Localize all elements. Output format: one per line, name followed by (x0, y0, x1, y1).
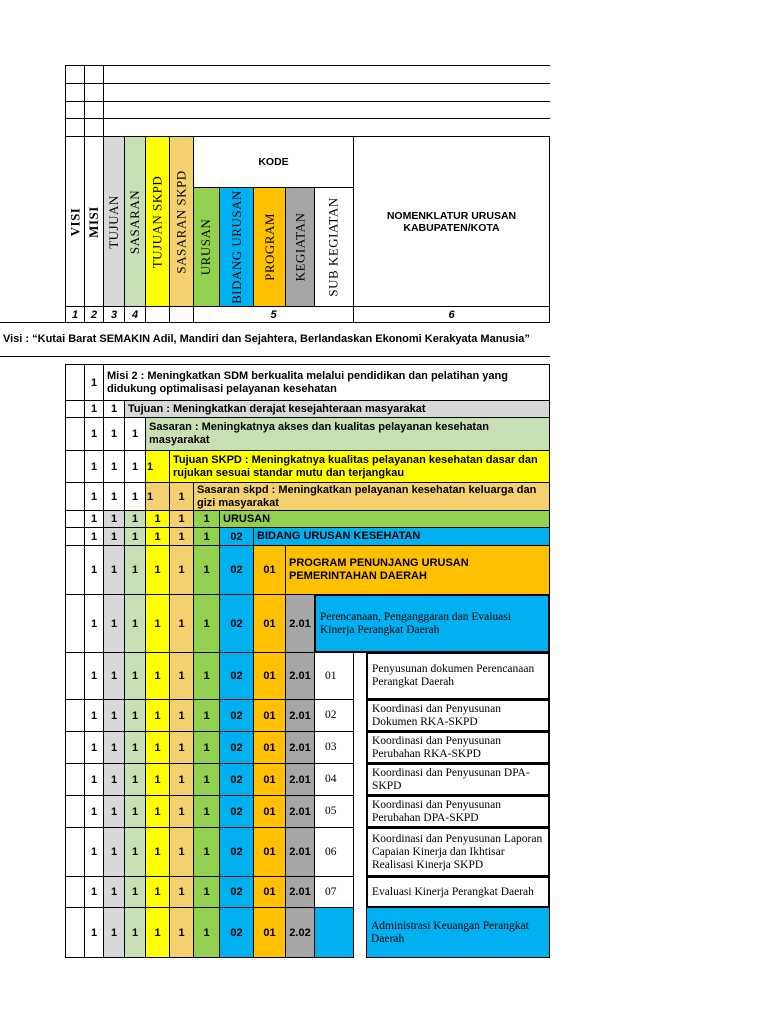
code-cell: 1 (103, 652, 125, 700)
code-cell: 1 (103, 699, 125, 732)
code-cell: 02 (219, 594, 254, 653)
index-number: 1 (65, 306, 85, 323)
code-cell: 1 (193, 527, 220, 546)
kegiatan-code: 2.01 (285, 795, 315, 828)
code-cell: 1 (124, 827, 146, 877)
code-cell: 1 (145, 545, 170, 595)
empty-cell (84, 65, 104, 84)
code-cell: 1 (169, 510, 194, 528)
index-number: 6 (353, 306, 550, 323)
kegiatan-code: 2.02 (285, 907, 315, 958)
code-cell: 1 (84, 510, 104, 528)
code-cell: 1 (103, 763, 125, 796)
code-cell: 1 (145, 527, 170, 546)
code-cell: 1 (169, 699, 194, 732)
kegiatan-code: 2.01 (285, 594, 315, 653)
header-sasaran (124, 136, 146, 307)
empty-cell (84, 118, 104, 137)
code-cell: 1 (84, 731, 104, 764)
sub-kegiatan-code: 05 (314, 795, 354, 828)
code-cell: 1 (169, 795, 194, 828)
code-cell: 1 (124, 699, 146, 732)
header-kegiatan-label: KEGIATAN (292, 212, 308, 282)
code-cell: 01 (253, 545, 286, 595)
code-cell: 02 (219, 763, 254, 796)
index-number: 5 (193, 306, 354, 323)
code-cell: 1 (193, 876, 220, 908)
bidang-text: BIDANG URUSAN KESEHATAN (253, 527, 550, 546)
empty-cell (103, 65, 550, 84)
code-cell: 1 (145, 652, 170, 700)
code-cell: 1 (124, 527, 146, 546)
sub-kegiatan-text: Koordinasi dan Penyusunan Perubahan DPA-SKPD (366, 795, 550, 828)
sub-kegiatan-text: Penyusunan dokumen Perencanaan Perangkat Daerah (366, 652, 550, 700)
blank-cell (65, 545, 85, 595)
code-cell: 1 (145, 876, 170, 908)
code-cell: 02 (219, 527, 254, 546)
code-one: 1 (84, 400, 104, 418)
code-cell: 01 (253, 907, 286, 958)
header-tujuan-skpd-label: TUJUAN SKPD (149, 175, 165, 268)
kegiatan-text: Administrasi Keuangan Perangkat Daerah (366, 907, 550, 958)
blank-cell (65, 907, 85, 958)
code-cell: 1 (193, 827, 220, 877)
code-one: 1 (124, 482, 146, 511)
empty-cell (103, 101, 550, 119)
code-cell: 1 (145, 763, 170, 796)
sub-kegiatan-code: 03 (314, 731, 354, 764)
visi-text: Visi : “Kutai Barat SEMAKIN Adil, Mandiri dan Sejahtera, Berlandaskan Ekonomi Kerakyata Manusia” (0, 322, 550, 357)
code-cell: 1 (103, 876, 125, 908)
blank-cell (65, 417, 85, 451)
empty-cell (84, 83, 104, 102)
code-one: 1 (124, 417, 146, 451)
code-one: 1 (124, 450, 146, 483)
sub-kegiatan-text: Evaluasi Kinerja Perangkat Daerah (366, 876, 550, 908)
code-cell: 1 (103, 510, 125, 528)
index-empty (169, 306, 194, 323)
index-empty (145, 306, 170, 323)
blank-cell (65, 400, 85, 418)
header-program-label: PROGRAM (261, 213, 277, 281)
header-misi (84, 136, 104, 307)
code-cell: 1 (84, 652, 104, 700)
code-cell: 1 (145, 731, 170, 764)
index-number: 4 (124, 306, 146, 323)
code-cell: 1 (103, 827, 125, 877)
header-sasaran-skpd-label: SASARAN SKPD (173, 169, 189, 274)
code-cell: 1 (145, 699, 170, 732)
empty-cell (103, 83, 550, 102)
code-one: 1 (169, 482, 194, 511)
code-cell: 1 (193, 594, 220, 653)
code-cell: 1 (169, 527, 194, 546)
code-one: 1 (84, 417, 104, 451)
index-number: 2 (84, 306, 104, 323)
code-cell: 01 (253, 795, 286, 828)
header-visi (65, 136, 85, 307)
sub-kegiatan-blank (314, 907, 354, 958)
code-cell: 1 (193, 545, 220, 595)
code-cell: 1 (169, 763, 194, 796)
header-bidang-urusan (219, 187, 254, 307)
code-cell: 1 (103, 527, 125, 546)
code-cell: 1 (84, 827, 104, 877)
empty-cell (103, 118, 550, 137)
program-text: PROGRAM PENUNJANG URUSAN PEMERINTAHAN DAERAH (285, 545, 550, 595)
kegiatan-code: 2.01 (285, 876, 315, 908)
blank-cell (65, 699, 85, 732)
code-cell: 1 (124, 545, 146, 595)
sub-kegiatan-code: 04 (314, 763, 354, 796)
header-visi-label: VISI (67, 207, 82, 236)
empty-cell (65, 83, 85, 102)
code-one: 1 (103, 482, 125, 511)
header-urusan (193, 187, 220, 307)
code-cell: 1 (193, 510, 220, 528)
tujuan-text: Tujuan : Meningkatkan derajat kesejahteraan masyarakat (124, 400, 550, 418)
kegiatan-code: 2.01 (285, 827, 315, 877)
blank-cell (65, 795, 85, 828)
code-cell: 1 (169, 876, 194, 908)
code-cell: 1 (124, 510, 146, 528)
code-cell: 1 (169, 594, 194, 653)
tujuan-skpd-text: Tujuan SKPD : Meningkatnya kualitas pelayanan kesehatan dasar dan rujukan sesuai standar mutu dan terjangkau (169, 450, 550, 483)
code-cell: 01 (253, 699, 286, 732)
code-cell: 1 (193, 763, 220, 796)
sub-kegiatan-code: 06 (314, 827, 354, 877)
header-sub-kegiatan (314, 187, 354, 307)
code-cell: 1 (84, 594, 104, 653)
header-nomenklatur: NOMENKLATUR URUSAN KABUPATEN/KOTA (353, 136, 550, 307)
code-one: 1 (103, 417, 125, 451)
code-cell: 1 (193, 652, 220, 700)
code-cell: 1 (193, 699, 220, 732)
code-cell: 1 (103, 731, 125, 764)
code-cell: 01 (253, 731, 286, 764)
code-cell: 1 (145, 594, 170, 653)
blank-cell (65, 594, 85, 653)
code-cell: 01 (253, 594, 286, 653)
sub-kegiatan-text: Koordinasi dan Penyusunan Perubahan RKA-SKPD (366, 731, 550, 764)
header-tujuan (103, 136, 125, 307)
code-cell: 1 (145, 795, 170, 828)
code-one: 1 (145, 450, 170, 483)
code-cell: 1 (193, 907, 220, 958)
code-cell: 01 (253, 763, 286, 796)
code-cell: 1 (169, 652, 194, 700)
header-sasaran-skpd (169, 136, 194, 307)
kegiatan-code: 2.01 (285, 699, 315, 732)
kegiatan-code: 2.01 (285, 652, 315, 700)
kegiatan-code: 2.01 (285, 763, 315, 796)
code-cell: 1 (193, 795, 220, 828)
code-cell: 1 (84, 907, 104, 958)
sasaran-skpd-text: Sasaran skpd : Meningkatkan pelayanan kesehatan keluarga dan gizi masyarakat (193, 482, 550, 511)
blank-cell (65, 763, 85, 796)
header-tujuan-skpd (145, 136, 170, 307)
code-one: 1 (84, 482, 104, 511)
code-cell: 01 (253, 827, 286, 877)
code-cell: 1 (145, 827, 170, 877)
code-cell: 1 (145, 510, 170, 528)
code-cell: 02 (219, 907, 254, 958)
code-cell: 01 (253, 652, 286, 700)
header-bidang-urusan-label: BIDANG URUSAN (228, 190, 244, 304)
code-cell: 1 (84, 795, 104, 828)
sasaran-text: Sasaran : Meningkatnya akses dan kualitas pelayanan kesehatan masyarakat (145, 417, 550, 451)
blank-cell (65, 827, 85, 877)
code-cell: 1 (103, 907, 125, 958)
code-cell: 1 (169, 731, 194, 764)
header-tujuan-label: TUJUAN (106, 194, 121, 249)
code-cell: 1 (84, 545, 104, 595)
empty-cell (65, 118, 85, 137)
code-one: 1 (84, 364, 104, 401)
code-cell: 02 (219, 731, 254, 764)
code-cell: 1 (124, 907, 146, 958)
sub-kegiatan-code: 07 (314, 876, 354, 908)
code-cell: 1 (84, 876, 104, 908)
code-cell: 1 (84, 763, 104, 796)
header-kegiatan (285, 187, 315, 307)
empty-cell (65, 101, 85, 119)
code-cell: 02 (219, 652, 254, 700)
header-program (253, 187, 286, 307)
code-cell: 1 (84, 699, 104, 732)
sub-kegiatan-text: Koordinasi dan Penyusunan Dokumen RKA-SKPD (366, 699, 550, 732)
code-cell: 02 (219, 699, 254, 732)
code-cell: 1 (124, 652, 146, 700)
sub-kegiatan-text: Koordinasi dan Penyusunan DPA-SKPD (366, 763, 550, 796)
code-cell: 02 (219, 876, 254, 908)
code-cell: 1 (124, 594, 146, 653)
code-cell: 1 (169, 545, 194, 595)
sub-kegiatan-code: 02 (314, 699, 354, 732)
code-cell: 1 (124, 876, 146, 908)
header-kode: KODE (193, 136, 354, 188)
code-cell: 1 (145, 907, 170, 958)
code-cell: 01 (253, 876, 286, 908)
header-sasaran-label: SASARAN (127, 189, 142, 254)
code-cell: 1 (169, 907, 194, 958)
code-cell: 1 (84, 527, 104, 546)
blank-cell (65, 510, 85, 528)
urusan-text: URUSAN (219, 510, 550, 528)
code-one: 1 (145, 482, 170, 511)
code-one: 1 (84, 450, 104, 483)
code-cell: 1 (124, 731, 146, 764)
code-cell: 1 (103, 795, 125, 828)
code-cell: 1 (103, 594, 125, 653)
empty-cell (65, 65, 85, 84)
blank-cell (65, 527, 85, 546)
header-misi-label: MISI (86, 205, 101, 238)
header-urusan-label: URUSAN (198, 218, 214, 276)
code-cell: 1 (169, 827, 194, 877)
code-cell: 1 (103, 545, 125, 595)
empty-cell (84, 101, 104, 119)
code-cell: 1 (124, 795, 146, 828)
code-cell: 1 (193, 731, 220, 764)
sub-kegiatan-text: Koordinasi dan Penyusunan Laporan Capaian Kinerja dan Ikhtisar Realisasi Kinerja SKPD (366, 827, 550, 877)
code-cell: 1 (124, 763, 146, 796)
kegiatan-text: Perencanaan, Penganggaran dan Evaluasi Kinerja Perangkat Daerah (314, 594, 550, 653)
code-cell: 02 (219, 795, 254, 828)
misi-text: Misi 2 : Meningkatkan SDM berkualita melalui pendidikan dan pelatihan yang didukung optimalisasi pelayanan kesehatan (103, 364, 550, 401)
header-sub-kegiatan-label: SUB KEGIATAN (326, 197, 341, 297)
blank-cell (65, 450, 85, 483)
index-number: 3 (103, 306, 125, 323)
kegiatan-code: 2.01 (285, 731, 315, 764)
blank-cell (65, 364, 85, 401)
blank-cell (65, 731, 85, 764)
code-cell: 02 (219, 545, 254, 595)
code-one: 1 (103, 400, 125, 418)
sub-kegiatan-code: 01 (314, 652, 354, 700)
code-one: 1 (103, 450, 125, 483)
blank-cell (65, 652, 85, 700)
blank-cell (65, 876, 85, 908)
blank-cell (65, 482, 85, 511)
code-cell: 02 (219, 827, 254, 877)
